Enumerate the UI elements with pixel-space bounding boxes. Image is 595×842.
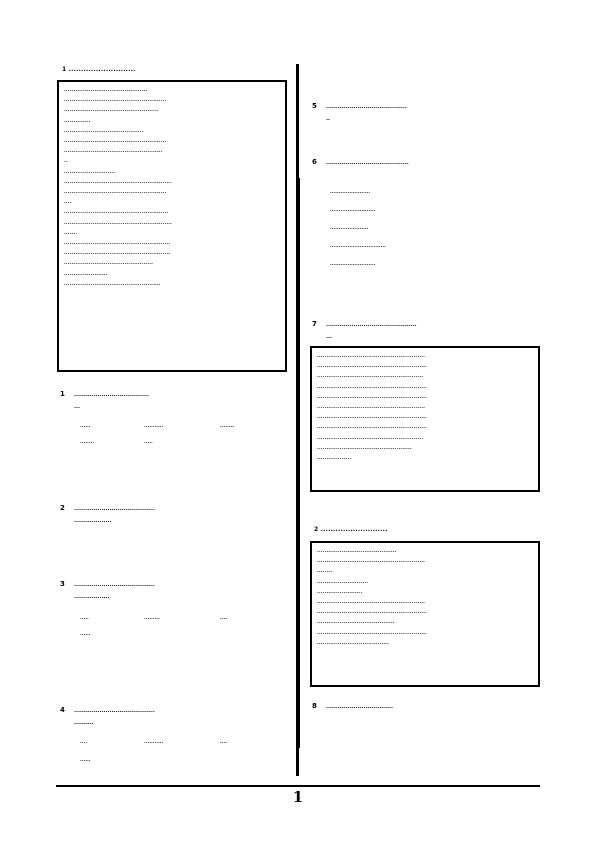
passage-box-2 (310, 346, 540, 492)
answer-option: .... (80, 740, 87, 745)
list-item: ...................... (330, 226, 369, 231)
question-number: 1 (60, 390, 65, 398)
question-number: 5 (312, 102, 317, 110)
passage-line: ....................... (64, 271, 108, 277)
passage-line: .......................................... (64, 128, 144, 134)
passage-line: ............................................ (64, 88, 148, 93)
question-text: ......................................... (326, 104, 407, 110)
question-1 (60, 388, 149, 413)
passage-box-3 (310, 541, 540, 687)
passage-line: ......................................................... (317, 559, 426, 565)
answer-option: ...... (80, 632, 91, 637)
question-text-cont: .......... (74, 720, 94, 726)
answer-option: ..... (80, 616, 89, 621)
passage-line: ......................................................... (317, 405, 426, 411)
question-text: .......................................... (326, 160, 409, 166)
answer-option: ...... (80, 424, 91, 429)
list-item: .......................... (330, 262, 376, 267)
passage-line: ........................... (317, 579, 369, 585)
page-number: 1 (292, 788, 304, 806)
question-text: .................................. (326, 704, 394, 710)
question-text-cont: .. (326, 116, 330, 122)
answer-option: ........ (80, 440, 94, 445)
passage-line: ............................................... (64, 261, 154, 267)
passage-line: .................................................. (317, 445, 412, 451)
question-6 (312, 156, 409, 169)
passage-line: ...................................................... (64, 98, 167, 104)
passage-line: ....... (64, 230, 78, 236)
passage-line: .......................................... (317, 549, 397, 554)
question-number: 3 (60, 580, 65, 588)
passage-line: ........................................................ (317, 435, 424, 441)
passage-line: .......................................................... (317, 610, 427, 616)
passage-line: .......................................................... (317, 415, 427, 421)
answer-option: ......... (144, 616, 160, 621)
passage-line: .. (64, 159, 68, 165)
passage-line: ......................................................... (64, 179, 173, 185)
question-text-cont: .................. (74, 594, 110, 600)
passage-line: ........................... (64, 169, 116, 175)
question-5 (312, 100, 407, 125)
question-text: ......................................... (74, 708, 155, 714)
answer-option: .... (220, 740, 227, 745)
reading-passage-box (57, 80, 287, 372)
passage-line: ...................................... (317, 640, 390, 646)
passage-line: .......................................................... (317, 630, 427, 636)
passage-line: ....................................................... (64, 210, 169, 216)
question-number: 8 (312, 702, 317, 710)
passage-line: .......................................................... (317, 384, 427, 390)
list-item: ................................ (330, 244, 386, 249)
passage-line: ......................................................... (64, 220, 173, 226)
question-3 (60, 578, 155, 603)
answer-option: ........ (220, 424, 234, 429)
passage-line: .................................................. (64, 108, 159, 114)
passage-line: ........................................................ (64, 241, 171, 247)
question-2 (60, 502, 155, 527)
passage-line: .............. (64, 118, 91, 124)
question-number: 4 (60, 706, 65, 714)
question-8 (312, 700, 393, 713)
passage-line: .......................................................... (317, 394, 427, 400)
question-7 (312, 318, 417, 343)
question-number: 2 (60, 504, 65, 512)
passage-line: ........................................................ (64, 251, 171, 257)
question-text: .............................................. (326, 322, 417, 328)
column-divider-thick (296, 178, 300, 748)
list-item: .......................... (330, 208, 376, 213)
question-text-cont: ................... (74, 518, 112, 524)
passage-line: ........ (317, 569, 333, 575)
question-4 (60, 704, 155, 729)
passage-line: ......................................... (317, 620, 395, 626)
answer-option: ........... (144, 424, 164, 429)
passage-line: ......................................................... (317, 600, 426, 606)
passage-line: ........................ (317, 589, 363, 595)
passage-line: .......................................................... (317, 425, 427, 431)
passage-line: ...................................................... (64, 190, 167, 196)
question-text: ...................................... (74, 392, 149, 398)
section-heading-2: 2 ........................... (314, 526, 388, 533)
answer-option: ...... (80, 758, 91, 763)
passage-line: ........................................................ (317, 374, 424, 380)
answer-option: .... (220, 616, 227, 621)
question-number: 6 (312, 158, 317, 166)
passage-line: ................................................... (64, 281, 161, 287)
passage-line: .......................................................... (317, 364, 427, 370)
footer-rule (56, 785, 540, 787)
answer-option: ........... (144, 740, 164, 745)
question-text: ......................................... (74, 506, 155, 512)
passage-line: .................................................... (64, 149, 163, 155)
list-item: ....................... (330, 190, 371, 195)
passage-line: .... (64, 200, 72, 206)
question-text-cont: ... (74, 404, 80, 410)
passage-line: ......................................................... (317, 354, 426, 359)
question-number: 7 (312, 320, 317, 328)
question-text-cont: ... (326, 334, 332, 340)
passage-line: .................. (317, 456, 352, 462)
section-heading-1: 1 ........................... (62, 66, 136, 73)
answer-option: ..... (144, 440, 153, 445)
passage-line: ...................................................... (64, 139, 167, 145)
question-text: ......................................... (74, 582, 155, 588)
